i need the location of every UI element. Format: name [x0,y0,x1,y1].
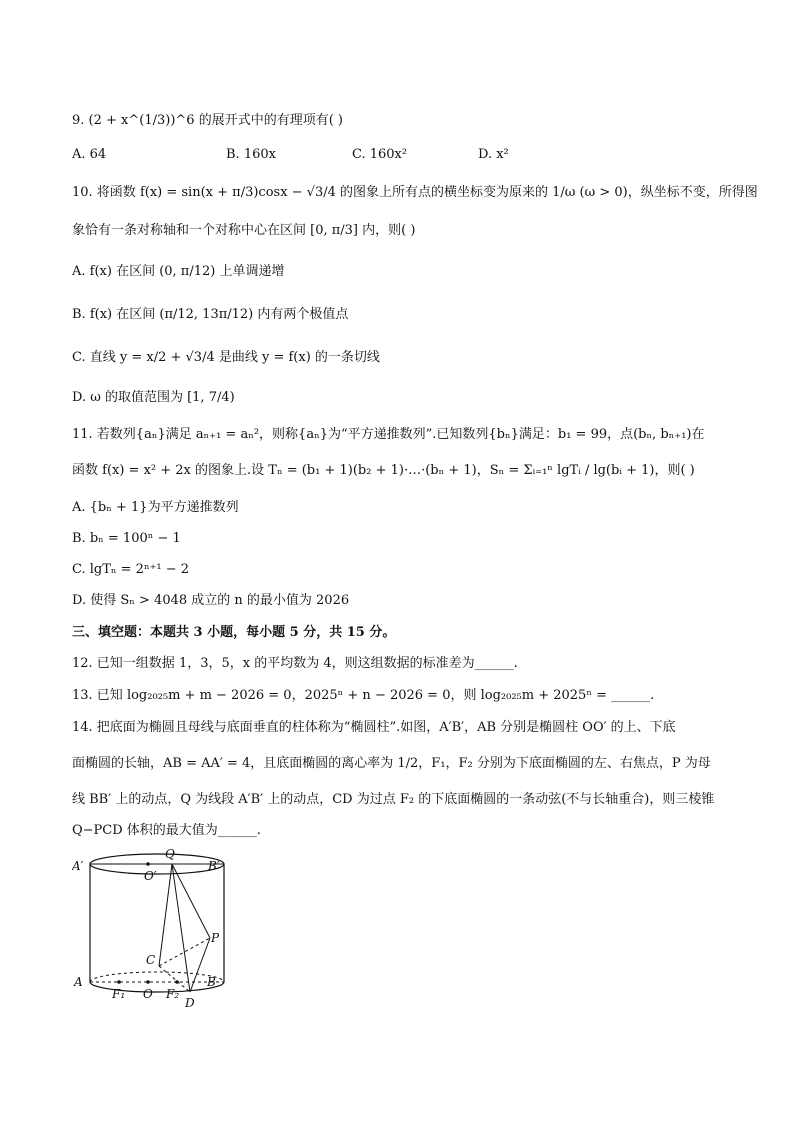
q11-option-b: B. bₙ = 100ⁿ − 1 [72,531,181,546]
label-a-prime: A′ [72,859,84,873]
q13: 13. 已知 log₂₀₂₅m + m − 2026 = 0，2025ⁿ + n − 2026 = 0，则 log₂₀₂₅m + 2025ⁿ = ______. [72,688,655,703]
label-q: Q [165,847,175,861]
point-o [146,980,150,984]
q9-option-b: B. 160x [226,147,276,162]
label-d: D [185,996,195,1010]
label-f2: F₂ [166,987,180,1001]
q9-stem: 9. (2 + x^(1/3))^6 的展开式中的有理项有( ) [72,113,343,128]
q10-option-a: A. f(x) 在区间 (0, π/12) 上单调递增 [72,264,285,279]
label-p: P [211,931,220,945]
q11-stem-line2: 函数 f(x) = x² + 2x 的图象上.设 Tₙ = (b₁ + 1)(b₂ + 1)·…·(bₙ + 1)，Sₙ = Σᵢ₌₁ⁿ lgTᵢ / lg(bᵢ + 1)，则( ) [72,463,695,478]
section-heading-fill-in: 三、填空题：本题共 3 小题，每小题 5 分，共 15 分。 [72,625,396,640]
q11-option-c: C. lgTₙ = 2ⁿ⁺¹ − 2 [72,562,190,577]
q14-line1: 14. 把底面为椭圆且母线与底面垂直的柱体称为“椭圆柱”.如图，A′B′，AB 分别是椭圆柱 OO′ 的上、下底 [72,720,676,735]
q9-option-a: A. 64 [72,147,107,162]
q11-option-d: D. 使得 Sₙ > 4048 成立的 n 的最小值为 2026 [72,593,350,608]
q11-option-a: A. {bₙ + 1}为平方递推数列 [72,500,239,515]
edge-qc [159,864,172,966]
label-b: B [207,975,216,989]
q9-option-d: D. x² [478,147,509,162]
q14-line2: 面椭圆的长轴，AB = AA′ = 4，且底面椭圆的离心率为 1/2，F₁，F₂ 分别为下底面椭圆的左、右焦点，P 为母 [72,756,711,771]
bottom-ellipse-front [90,982,224,992]
label-b-prime: B′ [208,859,220,873]
label-a: A [74,975,83,989]
label-c: C [146,953,156,967]
q10-option-d: D. ω 的取值范围为 [1, 7/4) [72,390,235,405]
q10-option-b: B. f(x) 在区间 (π/12, 13π/12) 内有两个极值点 [72,307,349,322]
q10-stem-line1: 10. 将函数 f(x) = sin(x + π/3)cosx − √3/4 的图象上所有点的横坐标变为原来的 1/ω (ω > 0)，纵坐标不变，所得图 [72,185,758,200]
q10-option-c: C. 直线 y = x/2 + √3/4 是曲线 y = f(x) 的一条切线 [72,350,380,365]
point-f1 [117,980,121,984]
label-o: O [143,987,153,1001]
label-f1: F₁ [112,987,126,1001]
q9-option-c: C. 160x² [352,147,408,162]
q12: 12. 已知一组数据 1，3，5，x 的平均数为 4，则这组数据的标准差为______. [72,656,518,671]
q11-stem-line1: 11. 若数列{aₙ}满足 aₙ₊₁ = aₙ²，则称{aₙ}为“平方递推数列”.已知数列{bₙ}满足：b₁ = 99，点(bₙ, bₙ₊₁)在 [72,427,705,442]
bottom-ellipse-back [90,972,224,982]
point-f2 [175,980,179,984]
point-o-prime [146,862,150,866]
q14-line3: 线 BB′ 上的动点，Q 为线段 A′B′ 上的动点，CD 为过点 F₂ 的下底面椭圆的一条动弦(不与长轴重合)，则三棱锥 [72,792,715,807]
label-o-prime: O′ [144,869,157,883]
q10-stem-line2: 象恰有一条对称轴和一个对称中心在区间 [0, π/3] 内，则( ) [72,223,416,238]
elliptic-cylinder-figure [72,840,252,1015]
q14-line4: Q−PCD 体积的最大值为______. [72,823,261,838]
